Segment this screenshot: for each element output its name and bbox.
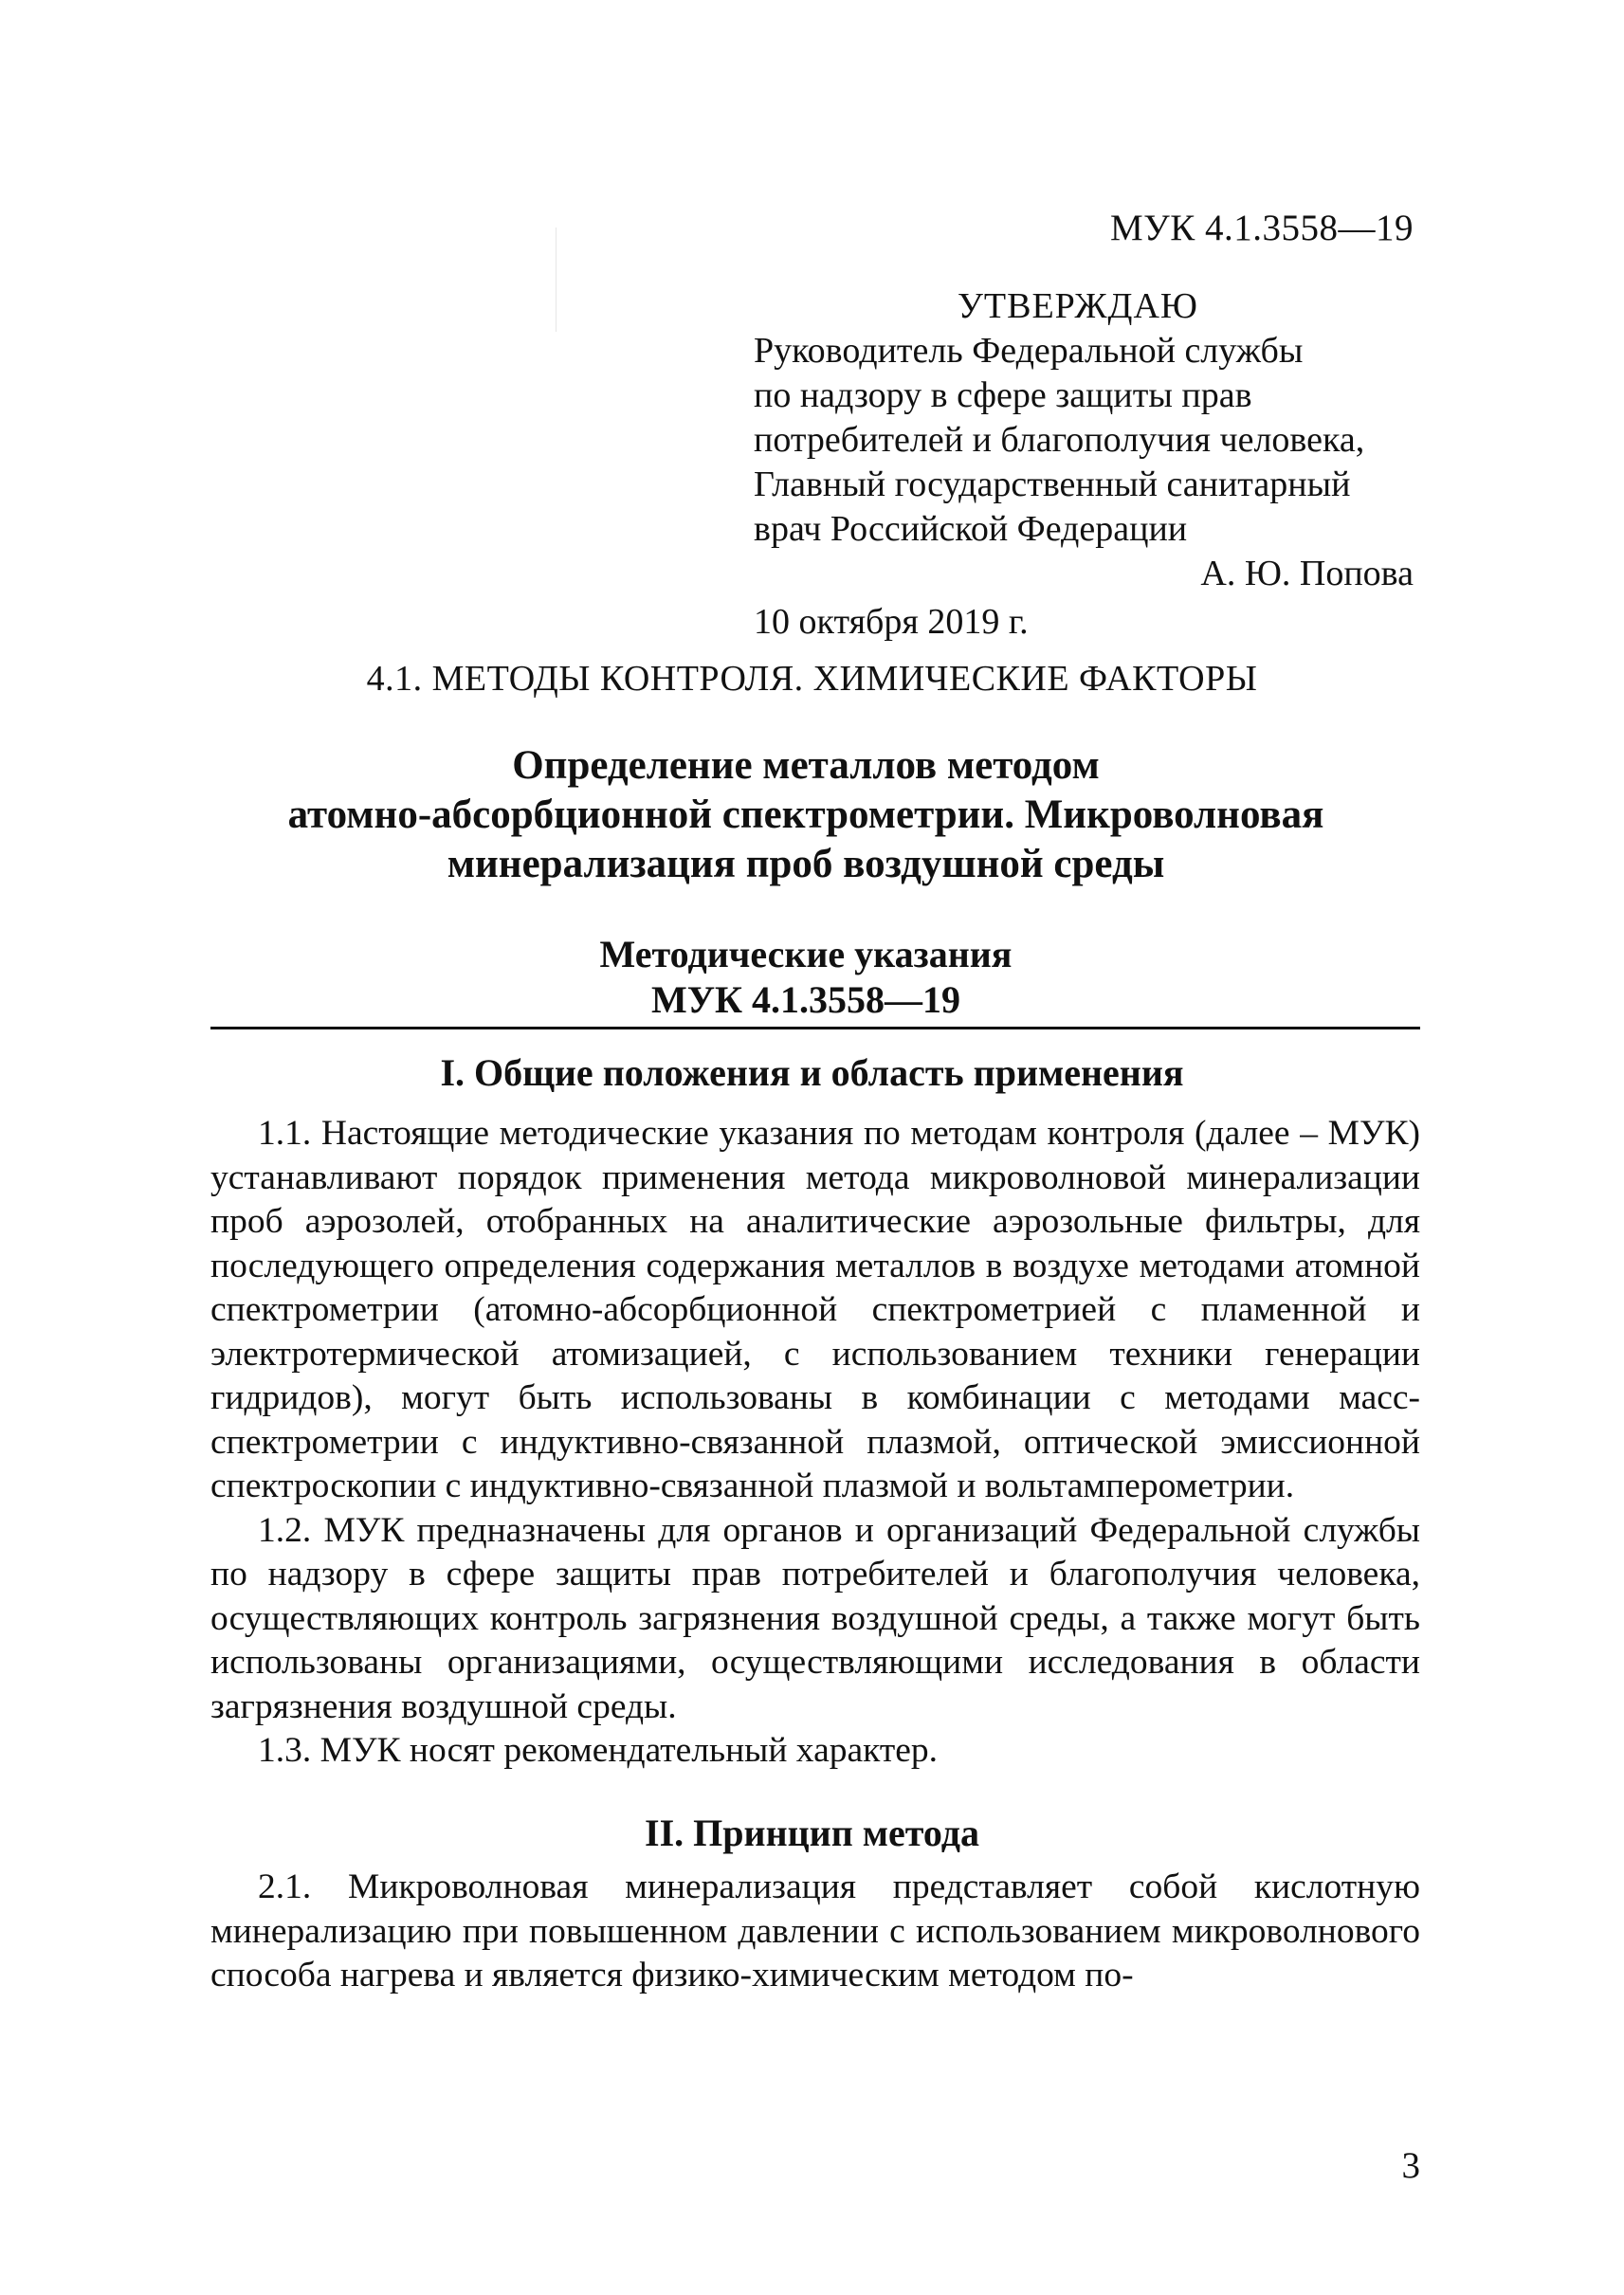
approval-signer: А. Ю. Попова xyxy=(1200,554,1414,593)
title-divider xyxy=(210,1027,1420,1029)
paragraph: 1.1. Настоящие методические указания по методам контроля (далее – МУК) устанавливают порядок применения метода микроволновой минерализации проб аэрозолей, отобранных на аналитические аэрозольные фильтры, для последующего определения содержания металлов в воздухе методами атомной спектрометрии (атомно-абсорбционной спектрометрией с пламенной и электротермической атомизацией, с использованием техники генерации гидридов), могут быть использованы в комбинации с методами масс-спектрометрии с индуктивно-связанной плазмой, оптической эмиссионной спектроскопии с индуктивно-связанной плазмой и вольтамперометрии. xyxy=(210,1114,1420,1505)
approval-line: Руководитель Федеральной службы xyxy=(754,331,1304,371)
approval-block xyxy=(754,284,1417,645)
approval-word: УТВЕРЖДАЮ xyxy=(958,286,1198,326)
section-body xyxy=(210,1112,1420,1774)
subtitle-line: МУК 4.1.3558—19 xyxy=(650,978,961,1021)
page-number: 3 xyxy=(1401,2145,1420,2186)
document-title xyxy=(190,741,1422,889)
scan-artifact-line xyxy=(556,228,557,332)
title-line: Определение металлов методом xyxy=(512,743,1100,788)
section-label: 4.1. МЕТОДЫ КОНТРОЛЯ. ХИМИЧЕСКИЕ ФАКТОРЫ xyxy=(366,659,1258,699)
approval-line: потребителей и благополучия человека, xyxy=(754,420,1365,460)
title-line: минерализация проб воздушной среды xyxy=(447,842,1165,886)
section-heading: I. Общие положения и область применения xyxy=(440,1051,1184,1094)
paragraph: 1.2. МУК предназначены для органов и организаций Федеральной службы по надзору в сфере защиты прав потребителей и благополучия человека, осуществляющих контроль загрязнения воздушной среды, а также могут быть использованы организациями, осуществляющими исследования в области загрязнения воздушной среды. xyxy=(210,1510,1420,1726)
document-subtitle xyxy=(190,932,1422,1023)
approval-date: 10 октября 2019 г. xyxy=(754,602,1029,642)
approval-line: врач Российской Федерации xyxy=(754,509,1188,549)
approval-line: по надзору в сфере защиты прав xyxy=(754,375,1252,415)
approval-line: Главный государственный санитарный xyxy=(754,464,1351,504)
document-code: МУК 4.1.3558—19 xyxy=(1109,208,1414,248)
paragraph: 1.3. МУК носят рекомендательный характер. xyxy=(258,1731,938,1770)
title-line: атомно-абсорбционной спектрометрии. Микроволновая xyxy=(287,792,1324,837)
section-body xyxy=(210,1866,1420,1998)
section-heading: II. Принцип метода xyxy=(645,1812,979,1854)
subtitle-line: Методические указания xyxy=(599,933,1013,975)
paragraph: 2.1. Микроволновая минерализация представляет собой кислотную минерализацию при повышенном давлении с использованием микроволнового способа нагрева и является физико-химическим методом по- xyxy=(210,1867,1420,1994)
